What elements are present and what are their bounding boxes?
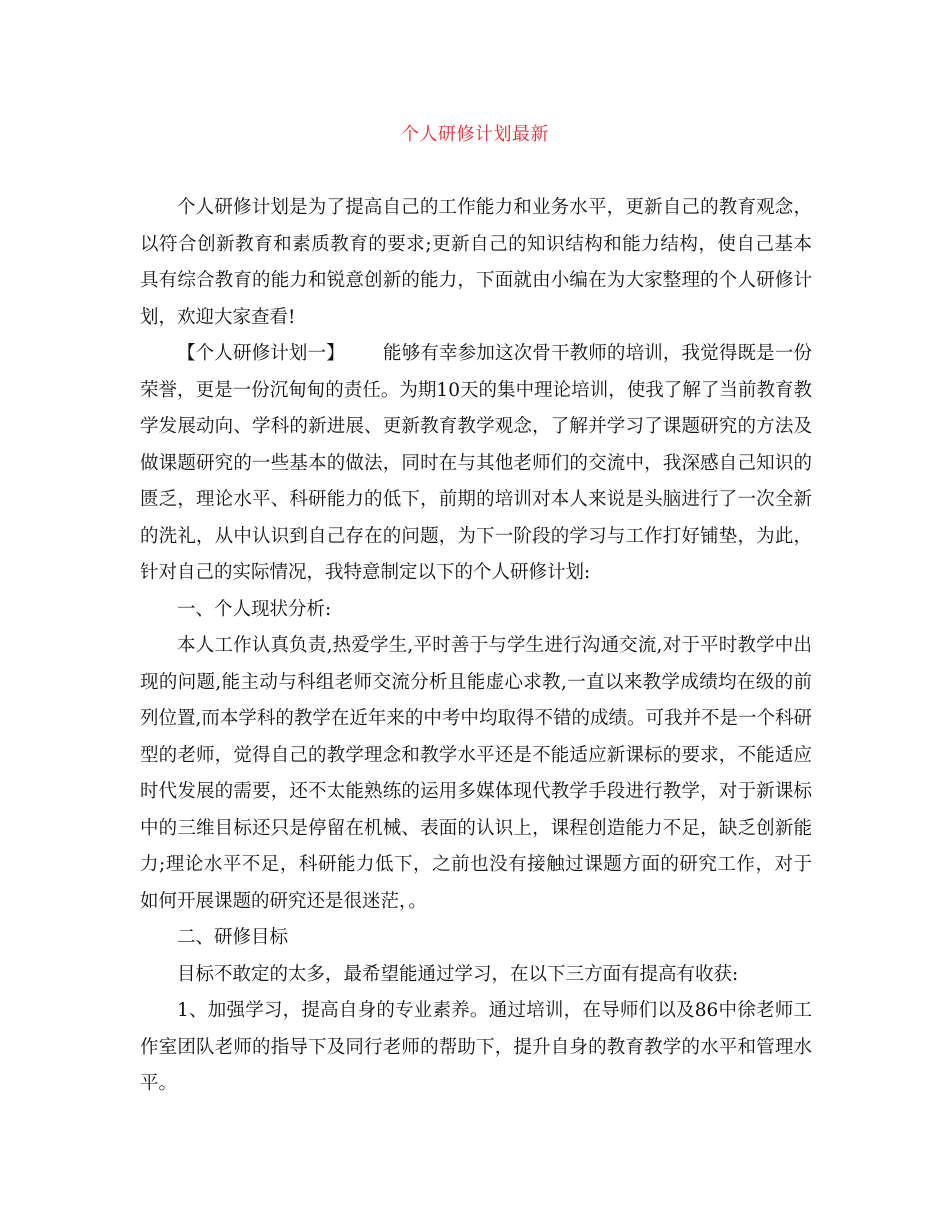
section-one-paragraph: 本人工作认真负责,热爱学生,平时善于与学生进行沟通交流,对于平时教学中出现的问题,能主动与科组老师交流分析且能虚心求教,一直以来教学成绩均在级的前列位置,而本学科的教学在近年来的中考中均取得不错的成绩。可我并不是一个科研型的老师，觉得自己的教学理念和教学水平还是不能适应新课标的要求，不能适应时代发展的需要，还不太能熟练的运用多媒体现代教学手段进行教学，对于新课标中的三维目标还只是停留在机械、表面的认识上，课程创造能力不足，缺乏创新能力;理论水平不足，科研能力低下，之前也没有接触过课题方面的研究工作，对于如何开展课题的研究还是很迷茫，。 [140, 635, 812, 912]
plan-one-paragraph [140, 336, 812, 592]
section-two-heading: 二、研修目标 [177, 927, 289, 948]
section-one-heading: 一、个人现状分析: [177, 598, 332, 620]
plan-one-text: 能够有幸参加这次骨干教师的培训，我觉得既是一份荣誉，更是一份沉甸甸的责任。为期10天的集中理论培训，使我了解了当前教育教学发展动向、学科的新进展、更新教育教学观念，了解并学习了课题研究的方法及做课题研究的一些基本的做法，同时在与其他老师们的交流中，我深感自己知识的匮乏，理论水平、科研能力的低下，前期的培训对本人来说是头脑进行了一次全新的洗礼，从中认识到自己存在的问题，为下一阶段的学习与工作打好铺垫，为此，针对自己的实际情况，我特意制定以下的个人研修计划: [140, 343, 812, 583]
goal-one-paragraph: 1、加强学习，提高自身的专业素养。通过培训，在导师们以及86中徐老师工作室团队老师的指导下及同行老师的帮助下，提升自身的教育教学的水平和管理水平。 [140, 1000, 812, 1094]
section-two-paragraph: 目标不敢定的太多，最希望能通过学习，在以下三方面有提高有收获: [177, 963, 739, 985]
document-body [140, 190, 812, 1103]
plan-one-tag: 【个人研修计划一】 [177, 343, 345, 364]
intro-paragraph: 个人研修计划是为了提高自己的工作能力和业务水平，更新自己的教育观念，以符合创新教育和素质教育的要求;更新自己的知识结构和能力结构，使自己基本具有综合教育的能力和锐意创新的能力，下面就由小编在为大家整理的个人研修计划，欢迎大家查看! [140, 197, 812, 328]
document-title: 个人研修计划最新 [401, 124, 549, 145]
